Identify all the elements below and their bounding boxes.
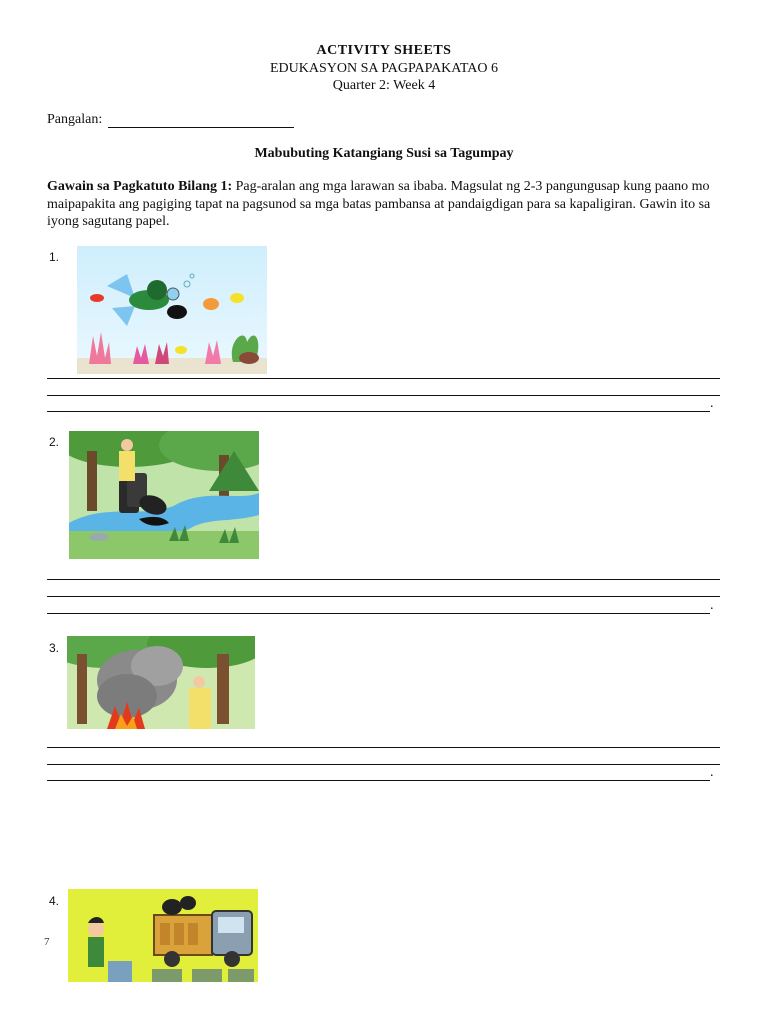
answer-line-3c[interactable]: [47, 780, 710, 781]
item-number-3: 3.: [49, 641, 60, 655]
instruction-text: Pag-aralan ang mga larawan sa ibaba. Magsulat ng 2-3 pangungusap kung paano mo maipapakita ang pagiging tapat na pagsunod sa mga batas pambansa at pandaigdigan para sa kapaligiran. Gawin ito sa iyong sagutang papel.: [47, 179, 711, 229]
name-label: Pangalan:: [47, 112, 103, 127]
answer-line-1b[interactable]: [47, 395, 720, 396]
line-end-period-1: .: [710, 396, 714, 411]
answer-line-1c[interactable]: [47, 411, 710, 412]
answer-line-1a[interactable]: [47, 378, 720, 379]
line-end-period-3: .: [710, 765, 714, 780]
picture-1-coral-reef: [77, 246, 267, 374]
answer-line-2a[interactable]: [47, 579, 720, 580]
picture-3-burning-trash: [67, 636, 255, 729]
item-number-1: 1.: [49, 250, 60, 264]
lesson-heading: Mabubuting Katangiang Susi sa Tagumpay: [254, 146, 514, 161]
name-blank-line[interactable]: [108, 115, 294, 128]
picture-2-oil-pollution: [69, 431, 259, 559]
name-field-row: [47, 112, 294, 128]
item-number-4: 4.: [49, 894, 60, 908]
instruction-paragraph: [47, 178, 727, 231]
instruction-label: Gawain sa Pagkatuto Bilang 1:: [47, 179, 233, 194]
answer-line-3a[interactable]: [47, 747, 720, 748]
answer-line-2b[interactable]: [47, 596, 720, 597]
picture-4-garbage-truck: [68, 889, 258, 982]
line-end-period-2: .: [710, 598, 714, 613]
answer-line-2c[interactable]: [47, 613, 710, 614]
item-number-2: 2.: [49, 435, 60, 449]
answer-line-3b[interactable]: [47, 764, 720, 765]
page-number: 7: [44, 936, 50, 948]
subject-title: EDUKASYON SA PAGPAPAKATAO 6: [270, 61, 498, 76]
sheet-title: ACTIVITY SHEETS: [316, 43, 452, 58]
quarter-week: Quarter 2: Week 4: [332, 78, 436, 93]
